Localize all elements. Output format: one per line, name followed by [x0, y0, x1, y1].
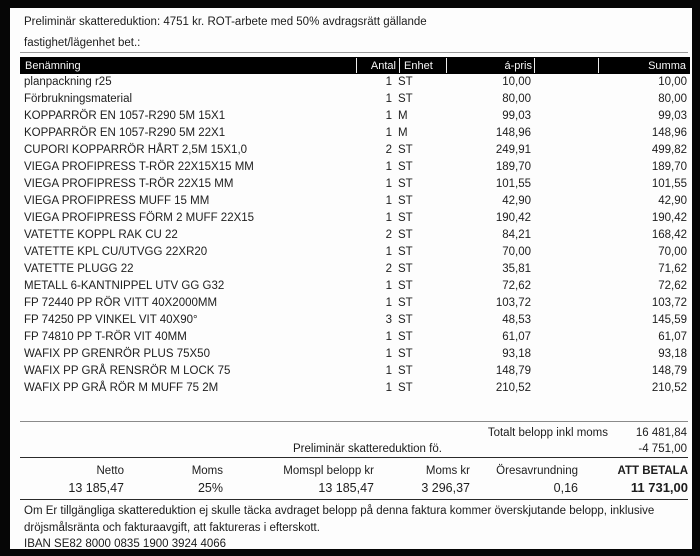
cell-price: 42,90 — [502, 195, 531, 207]
cell-price: 61,07 — [502, 331, 531, 343]
column-header-apris: á-pris — [446, 58, 534, 73]
table-row — [20, 244, 690, 261]
summary-divider-top — [20, 457, 688, 458]
cell-qty: 3 — [385, 314, 392, 326]
summary-header-2: Momspl belopp kr — [283, 465, 374, 477]
cell-sum: 189,70 — [651, 161, 687, 173]
cell-sum: 210,52 — [651, 382, 687, 394]
cell-price: 80,00 — [502, 93, 531, 105]
summary-header-4: Öresavrundning — [496, 465, 578, 477]
table-row — [20, 142, 690, 159]
cell-qty: 1 — [385, 127, 392, 139]
cell-price: 148,79 — [495, 365, 531, 377]
cell-qty: 2 — [385, 144, 392, 156]
cell-unit: ST — [398, 297, 413, 309]
table-row — [20, 312, 690, 329]
cell-sum: 10,00 — [658, 76, 687, 88]
cell-qty: 1 — [385, 110, 392, 122]
column-header-summa: Summa — [598, 58, 689, 73]
table-row — [20, 278, 690, 295]
table-top-border — [20, 52, 688, 53]
invoice-table-body — [20, 74, 690, 397]
cell-unit: ST — [398, 382, 413, 394]
cell-name: WAFIX PP GRÅ RÖR M MUFF 75 2M — [24, 382, 219, 394]
cell-sum: 99,03 — [658, 110, 687, 122]
cell-name: WAFIX PP GRENRÖR PLUS 75X50 — [24, 348, 210, 360]
column-header-benamning: Benämning — [25, 60, 81, 72]
cell-sum: 190,42 — [651, 212, 687, 224]
cell-qty: 1 — [385, 93, 392, 105]
cell-sum: 61,07 — [658, 331, 687, 343]
cell-price: 210,52 — [495, 382, 531, 394]
payment-terms-text: Om Er tillgängliga skattereduktion ej skulle täcka avdraget belopp på denna faktura kommer överskjutande belopp, inklusive dröjsmålsränta och fakturaavgift, att faktureras i efterskott. — [24, 505, 655, 534]
cell-name: WAFIX PP GRÅ RENSRÖR M LOCK 75 — [24, 365, 231, 377]
tax-reduction-value: -4 751,00 — [638, 443, 687, 455]
cell-sum: 499,82 — [651, 144, 687, 156]
summary-value-row — [10, 480, 688, 496]
cell-price: 103,72 — [495, 297, 531, 309]
cell-unit: ST — [398, 229, 413, 241]
summary-value-2: 13 185,47 — [318, 481, 374, 495]
cell-unit: ST — [398, 178, 413, 190]
cell-qty: 1 — [385, 280, 392, 292]
table-row — [20, 91, 690, 108]
table-row — [20, 176, 690, 193]
cell-price: 101,55 — [495, 178, 531, 190]
cell-name: FP 72440 PP RÖR VITT 40X2000MM — [24, 297, 218, 309]
cell-unit: ST — [398, 144, 413, 156]
table-row — [20, 363, 690, 380]
table-row — [20, 125, 690, 142]
table-row — [20, 210, 690, 227]
table-row — [20, 193, 690, 210]
tax-reduction-row — [10, 442, 692, 457]
cell-price: 190,42 — [495, 212, 531, 224]
cell-unit: ST — [398, 263, 413, 275]
tax-reduction-label: Preliminär skattereduktion fö. — [293, 443, 442, 455]
summary-value-4: 0,16 — [553, 481, 578, 495]
cell-price: 99,03 — [502, 110, 531, 122]
summary-value-3: 3 296,37 — [421, 481, 470, 495]
cell-unit: ST — [398, 161, 413, 173]
table-row — [20, 346, 690, 363]
cell-unit: ST — [398, 331, 413, 343]
cell-name: VIEGA PROFIPRESS FÖRM 2 MUFF 22X15 — [24, 212, 255, 224]
summary-header-3: Moms kr — [425, 465, 470, 477]
cell-name: Förbrukningsmaterial — [24, 93, 133, 105]
cell-unit: ST — [398, 93, 413, 105]
cell-price: 10,00 — [502, 76, 531, 88]
cell-sum: 71,62 — [658, 263, 687, 275]
table-row — [20, 380, 690, 397]
cell-qty: 1 — [385, 178, 392, 190]
cell-qty: 1 — [385, 246, 392, 258]
column-header-enhet: Enhet — [399, 58, 446, 73]
cell-name: METALL 6-KANTNIPPEL UTV GG G32 — [24, 280, 225, 292]
table-row — [20, 261, 690, 278]
summary-header-0: Netto — [96, 465, 124, 477]
total-incl-vat-row — [10, 426, 692, 441]
invoice-page — [10, 8, 692, 549]
summary-value-1: 25% — [197, 481, 223, 495]
cell-sum: 168,42 — [651, 229, 687, 241]
cell-qty: 1 — [385, 365, 392, 377]
cell-unit: M — [398, 110, 408, 122]
table-row — [20, 295, 690, 312]
cell-price: 84,21 — [502, 229, 531, 241]
cell-name: VIEGA PROFIPRESS T-RÖR 22X15X15 MM — [24, 161, 254, 173]
rot-deduction-note-line2: fastighet/lägenhet bet.: — [24, 37, 141, 49]
cell-qty: 1 — [385, 161, 392, 173]
cell-unit: ST — [398, 314, 413, 326]
cell-sum: 145,59 — [651, 314, 687, 326]
cell-name: VIEGA PROFIPRESS T-RÖR 22X15 MM — [24, 178, 234, 190]
cell-sum: 70,00 — [658, 246, 687, 258]
cell-name: KOPPARRÖR EN 1057-R290 5M 22X1 — [24, 127, 226, 139]
cell-name: KOPPARRÖR EN 1057-R290 5M 15X1 — [24, 110, 226, 122]
table-row — [20, 329, 690, 346]
cell-name: VATETTE KOPPL RAK CU 22 — [24, 229, 178, 241]
cell-qty: 1 — [385, 297, 392, 309]
table-row — [20, 108, 690, 125]
cell-name: FP 74250 PP VINKEL VIT 40X90° — [24, 314, 198, 326]
iban-text: IBAN SE82 8000 0835 1900 3924 4066 — [24, 538, 227, 549]
table-row — [20, 227, 690, 244]
table-header-row — [20, 57, 690, 74]
cell-unit: ST — [398, 76, 413, 88]
column-header-antal: Antal — [356, 58, 399, 73]
cell-name: VATETTE PLUGG 22 — [24, 263, 134, 275]
cell-qty: 2 — [385, 229, 392, 241]
column-header-blank — [534, 58, 598, 73]
cell-sum: 93,18 — [658, 348, 687, 360]
cell-sum: 101,55 — [651, 178, 687, 190]
cell-unit: ST — [398, 246, 413, 258]
cell-price: 93,18 — [502, 348, 531, 360]
cell-name: FP 74810 PP T-RÖR VIT 40MM — [24, 331, 187, 343]
cell-sum: 148,79 — [651, 365, 687, 377]
summary-header-1: Moms — [191, 465, 223, 477]
table-row — [20, 159, 690, 176]
cell-unit: ST — [398, 365, 413, 377]
cell-price: 48,53 — [502, 314, 531, 326]
cell-unit: ST — [398, 280, 413, 292]
cell-qty: 1 — [385, 331, 392, 343]
cell-qty: 1 — [385, 195, 392, 207]
cell-unit: ST — [398, 348, 413, 360]
cell-unit: ST — [398, 195, 413, 207]
cell-sum: 80,00 — [658, 93, 687, 105]
cell-price: 148,96 — [495, 127, 531, 139]
summary-header-row — [10, 464, 688, 478]
summary-divider-bottom — [20, 499, 688, 500]
cell-price: 189,70 — [495, 161, 531, 173]
cell-sum: 103,72 — [651, 297, 687, 309]
summary-value-5: 11 731,00 — [630, 480, 688, 495]
rot-deduction-note-line1: Preliminär skattereduktion: 4751 kr. ROT-arbete med 50% avdragsrätt gällande — [24, 16, 427, 28]
summary-header-5: ATT BETALA — [617, 465, 688, 477]
cell-name: VATETTE KPL CU/UTVGG 22XR20 — [24, 246, 208, 258]
cell-qty: 1 — [385, 212, 392, 224]
cell-price: 72,62 — [502, 280, 531, 292]
rot-deduction-note — [24, 12, 427, 54]
cell-qty: 2 — [385, 263, 392, 275]
cell-qty: 1 — [385, 382, 392, 394]
cell-sum: 42,90 — [658, 195, 687, 207]
total-incl-vat-label: Totalt belopp inkl moms — [487, 427, 608, 439]
cell-sum: 72,62 — [658, 280, 687, 292]
table-row — [20, 74, 690, 91]
cell-price: 70,00 — [502, 246, 531, 258]
cell-name: planpackning r25 — [24, 76, 112, 88]
cell-price: 35,81 — [502, 263, 531, 275]
totals-divider-top — [20, 421, 688, 422]
cell-unit: M — [398, 127, 408, 139]
cell-name: VIEGA PROFIPRESS MUFF 15 MM — [24, 195, 210, 207]
summary-value-0: 13 185,47 — [68, 481, 124, 495]
cell-price: 249,91 — [495, 144, 531, 156]
total-incl-vat-value: 16 481,84 — [635, 427, 687, 439]
cell-qty: 1 — [385, 348, 392, 360]
cell-unit: ST — [398, 212, 413, 224]
cell-qty: 1 — [385, 76, 392, 88]
cell-name: CUPORI KOPPARRÖR HÅRT 2,5M 15X1,0 — [24, 144, 248, 156]
cell-sum: 148,96 — [651, 127, 687, 139]
